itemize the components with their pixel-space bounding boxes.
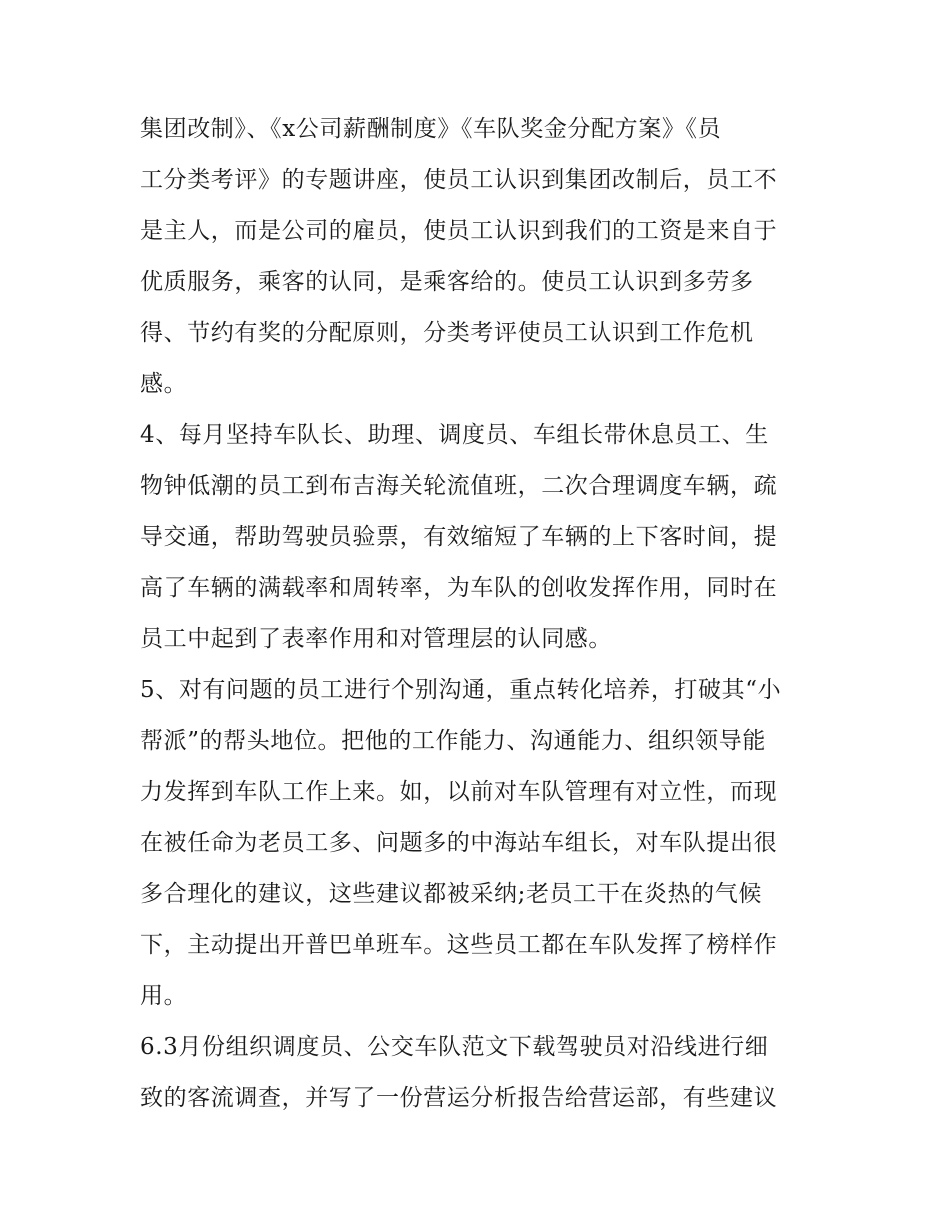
text-line: 下，主动提出开普巴单班车。这些员工都在车队发挥了榜样作 <box>140 932 778 958</box>
text-line: 导交通，帮助驾驶员验票，有效缩短了车辆的上下客时间，提 <box>140 524 778 550</box>
text-line: 高了车辆的满载率和周转率，为车队的创收发挥作用，同时在 <box>140 575 778 601</box>
text-line: 5、对有问题的员工进行个别沟通，重点转化培养，打破其“小 <box>140 677 782 703</box>
text-line: 4、每月坚持车队长、助理、调度员、车组长带休息员工、生 <box>140 422 769 448</box>
text-line: 在被任命为老员工多、问题多的中海站车组长，对车队提出很 <box>140 830 778 856</box>
document-body <box>140 104 820 1124</box>
text-line: 6.3月份组织调度员、公交车队范文下载驾驶员对沿线进行细 <box>140 1034 769 1060</box>
text-line: 得、节约有奖的分配原则，分类考评使员工认识到工作危机 <box>140 320 754 346</box>
text-line: 员工中起到了表率作用和对管理层的认同感。 <box>140 626 612 652</box>
text-line: 集团改制》、《x公司薪酬制度》《车队奖金分配方案》《员 <box>140 116 722 142</box>
text-line: 工分类考评》的专题讲座，使员工认识到集团改制后，员工不 <box>140 167 778 193</box>
text-line: 多合理化的建议，这些建议都被采纳;老员工干在炎热的气候 <box>140 881 762 907</box>
text-line: 优质服务，乘客的认同，是乘客给的。使员工认识到多劳多 <box>140 269 754 295</box>
text-line: 物钟低潮的员工到布吉海关轮流值班，二次合理调度车辆，疏 <box>140 473 778 499</box>
text-line: 帮派”的帮头地位。把他的工作能力、沟通能力、组织领导能 <box>140 728 766 754</box>
text-line: 是主人，而是公司的雇员，使员工认识到我们的工资是来自于 <box>140 218 778 244</box>
text-line: 感。 <box>140 371 188 397</box>
text-line: 用。 <box>140 983 188 1009</box>
text-line: 力发挥到车队工作上来。如，以前对车队管理有对立性，而现 <box>140 779 778 805</box>
text-line: 致的客流调查，并写了一份营运分析报告给营运部，有些建议 <box>140 1085 778 1111</box>
